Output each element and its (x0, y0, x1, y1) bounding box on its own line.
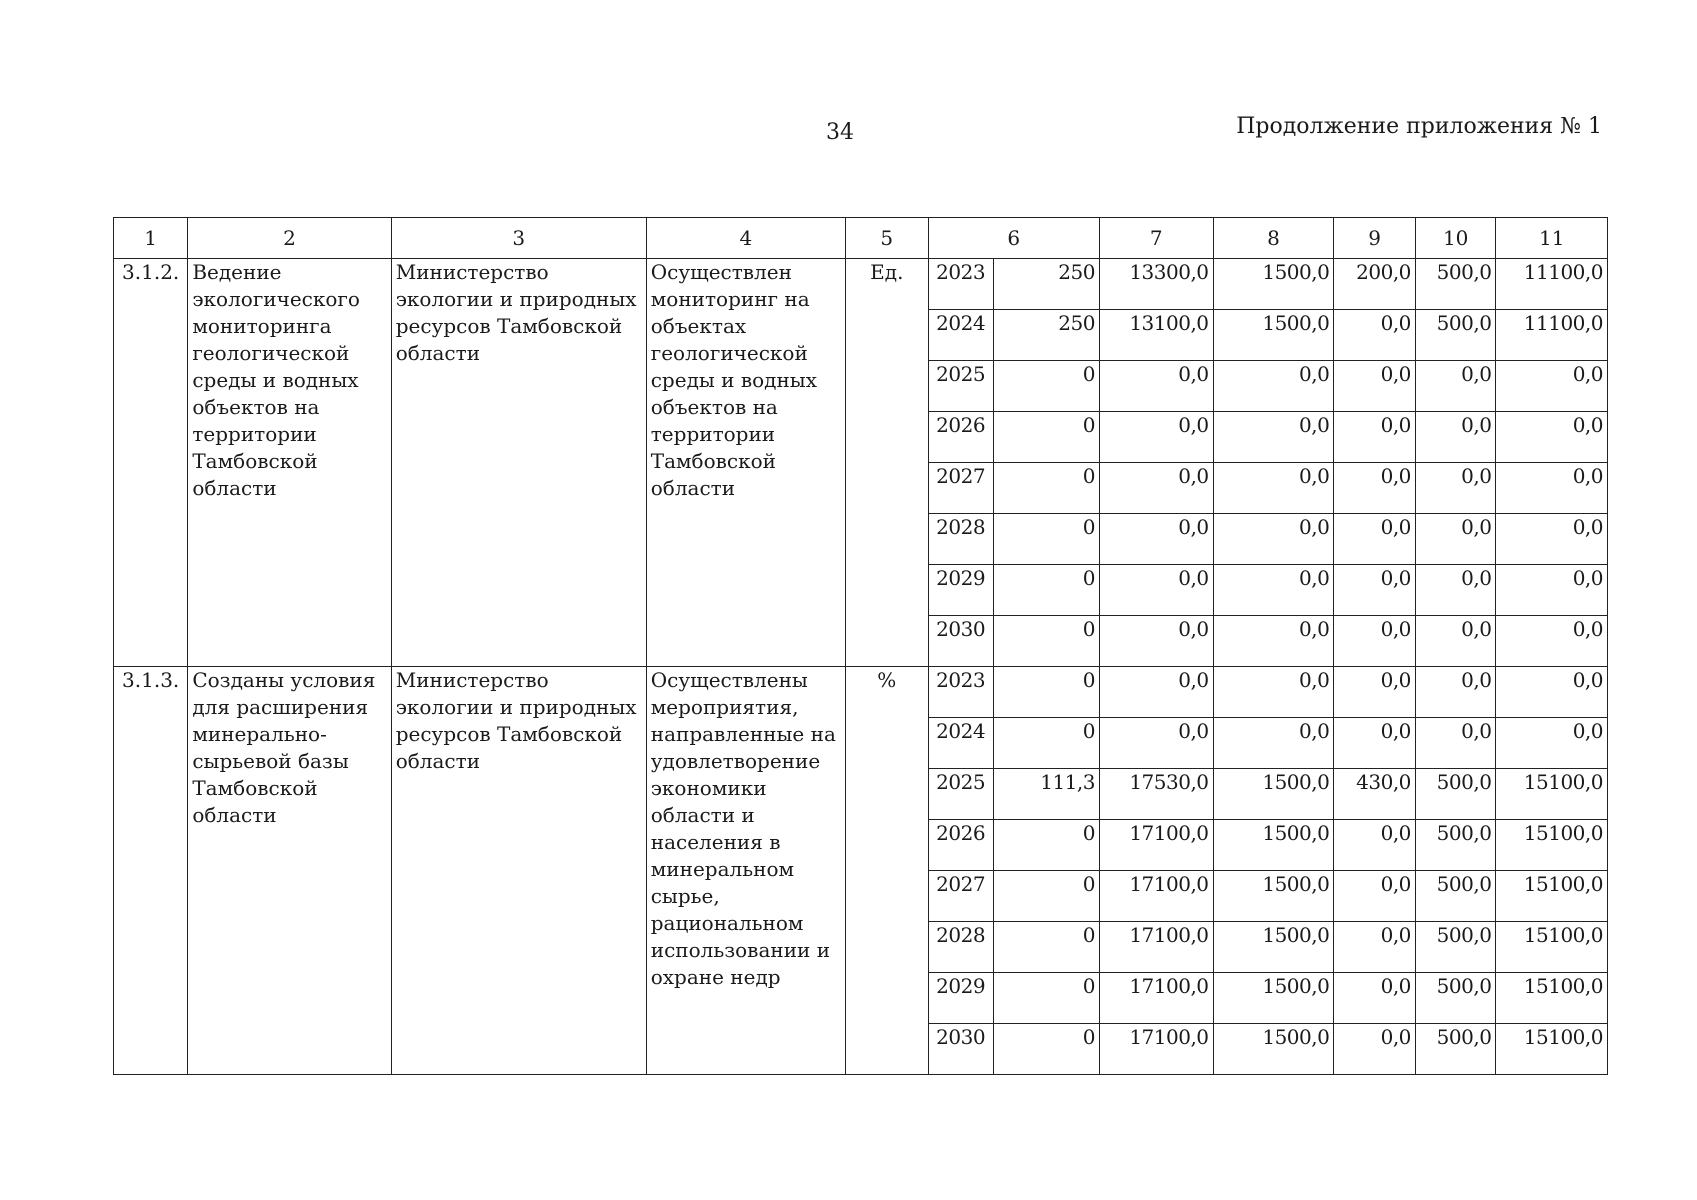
cell-col11: 0,0 (1496, 412, 1608, 463)
column-header-6: 6 (928, 218, 1099, 259)
cell-col11: 0,0 (1496, 718, 1608, 769)
cell-col9: 0,0 (1334, 871, 1416, 922)
cell-col11: 0,0 (1496, 616, 1608, 667)
cell-col6: 0 (993, 616, 1099, 667)
cell-year: 2025 (928, 361, 993, 412)
cell-col8: 0,0 (1213, 718, 1334, 769)
cell-year: 2030 (928, 1024, 993, 1075)
cell-col10: 0,0 (1415, 412, 1496, 463)
cell-col7: 13100,0 (1099, 310, 1213, 361)
cell-col10: 500,0 (1415, 259, 1496, 310)
cell-col7: 17530,0 (1099, 769, 1213, 820)
cell-year: 2025 (928, 769, 993, 820)
cell-year: 2024 (928, 310, 993, 361)
column-header-2: 2 (188, 218, 391, 259)
cell-col6: 0 (993, 871, 1099, 922)
cell-col6: 250 (993, 259, 1099, 310)
cell-col7: 17100,0 (1099, 973, 1213, 1024)
column-header-8: 8 (1213, 218, 1334, 259)
cell-col9: 0,0 (1334, 616, 1416, 667)
annex-continuation-label: Продолжение приложения № 1 (1236, 114, 1602, 139)
cell-col6: 250 (993, 310, 1099, 361)
cell-col10: 0,0 (1415, 718, 1496, 769)
cell-col10: 0,0 (1415, 463, 1496, 514)
item-responsible: Министерство экологии и природных ресурсов Тамбовской области (391, 259, 646, 667)
cell-col6: 0 (993, 463, 1099, 514)
cell-col11: 15100,0 (1496, 1024, 1608, 1075)
column-header-11: 11 (1496, 218, 1608, 259)
cell-col10: 500,0 (1415, 1024, 1496, 1075)
item-unit: % (846, 667, 929, 1075)
cell-col10: 500,0 (1415, 871, 1496, 922)
cell-col7: 17100,0 (1099, 871, 1213, 922)
cell-col11: 15100,0 (1496, 973, 1608, 1024)
cell-col8: 1500,0 (1213, 1024, 1334, 1075)
cell-col9: 0,0 (1334, 667, 1416, 718)
cell-col9: 0,0 (1334, 565, 1416, 616)
item-unit: Ед. (846, 259, 929, 667)
cell-col11: 11100,0 (1496, 310, 1608, 361)
cell-year: 2023 (928, 259, 993, 310)
cell-col11: 0,0 (1496, 565, 1608, 616)
cell-col7: 0,0 (1099, 361, 1213, 412)
cell-col9: 0,0 (1334, 514, 1416, 565)
cell-col10: 500,0 (1415, 922, 1496, 973)
cell-col8: 0,0 (1213, 616, 1334, 667)
cell-col10: 500,0 (1415, 820, 1496, 871)
cell-col10: 500,0 (1415, 973, 1496, 1024)
cell-col6: 0 (993, 1024, 1099, 1075)
cell-col9: 0,0 (1334, 1024, 1416, 1075)
cell-col10: 0,0 (1415, 667, 1496, 718)
column-header-1: 1 (114, 218, 188, 259)
cell-col10: 500,0 (1415, 769, 1496, 820)
cell-col9: 0,0 (1334, 973, 1416, 1024)
cell-col10: 0,0 (1415, 361, 1496, 412)
cell-col6: 0 (993, 973, 1099, 1024)
cell-col9: 0,0 (1334, 412, 1416, 463)
cell-col7: 0,0 (1099, 412, 1213, 463)
column-header-4: 4 (646, 218, 845, 259)
cell-col8: 1500,0 (1213, 973, 1334, 1024)
cell-col7: 0,0 (1099, 718, 1213, 769)
cell-col8: 1500,0 (1213, 922, 1334, 973)
cell-col11: 15100,0 (1496, 769, 1608, 820)
cell-col9: 0,0 (1334, 361, 1416, 412)
cell-col11: 15100,0 (1496, 820, 1608, 871)
column-header-3: 3 (391, 218, 646, 259)
column-header-5: 5 (846, 218, 929, 259)
cell-year: 2030 (928, 616, 993, 667)
cell-col9: 0,0 (1334, 310, 1416, 361)
cell-col6: 0 (993, 565, 1099, 616)
cell-col7: 17100,0 (1099, 1024, 1213, 1075)
cell-col11: 11100,0 (1496, 259, 1608, 310)
cell-col8: 0,0 (1213, 514, 1334, 565)
cell-year: 2024 (928, 718, 993, 769)
cell-col11: 0,0 (1496, 514, 1608, 565)
cell-col9: 430,0 (1334, 769, 1416, 820)
cell-col8: 1500,0 (1213, 769, 1334, 820)
cell-col8: 1500,0 (1213, 259, 1334, 310)
cell-year: 2028 (928, 514, 993, 565)
item-index: 3.1.2. (114, 259, 188, 667)
cell-year: 2027 (928, 463, 993, 514)
cell-col8: 0,0 (1213, 565, 1334, 616)
cell-col11: 0,0 (1496, 463, 1608, 514)
cell-col9: 200,0 (1334, 259, 1416, 310)
cell-col10: 0,0 (1415, 565, 1496, 616)
cell-col7: 0,0 (1099, 616, 1213, 667)
cell-col8: 0,0 (1213, 463, 1334, 514)
cell-col10: 0,0 (1415, 616, 1496, 667)
cell-col11: 15100,0 (1496, 922, 1608, 973)
cell-col6: 0 (993, 718, 1099, 769)
cell-col7: 0,0 (1099, 463, 1213, 514)
header-row (114, 218, 1608, 259)
cell-col8: 1500,0 (1213, 310, 1334, 361)
cell-col7: 0,0 (1099, 565, 1213, 616)
table-row (114, 259, 1608, 310)
item-index: 3.1.3. (114, 667, 188, 1075)
item-result: Осуществлены мероприятия, направленные на удовлетворение экономики области и населения в минеральном сырье, рациональном использовании и охране недр (646, 667, 845, 1075)
cell-col8: 0,0 (1213, 667, 1334, 718)
table-row (114, 667, 1608, 718)
column-header-9: 9 (1334, 218, 1416, 259)
item-name: Ведение экологического мониторинга геологической среды и водных объектов на территории Тамбовской области (188, 259, 391, 667)
cell-year: 2027 (928, 871, 993, 922)
page-number: 34 (826, 120, 854, 145)
cell-col9: 0,0 (1334, 922, 1416, 973)
item-name: Созданы условия для расширения минерально-сырьевой базы Тамбовской области (188, 667, 391, 1075)
cell-col6: 0 (993, 922, 1099, 973)
cell-year: 2028 (928, 922, 993, 973)
cell-col8: 0,0 (1213, 412, 1334, 463)
cell-col7: 13300,0 (1099, 259, 1213, 310)
cell-col11: 0,0 (1496, 667, 1608, 718)
item-responsible: Министерство экологии и природных ресурсов Тамбовской области (391, 667, 646, 1075)
cell-col8: 1500,0 (1213, 820, 1334, 871)
cell-col7: 17100,0 (1099, 820, 1213, 871)
cell-col8: 1500,0 (1213, 871, 1334, 922)
item-result: Осуществлен мониторинг на объектах геологической среды и водных объектов на территории Тамбовской области (646, 259, 845, 667)
cell-col9: 0,0 (1334, 820, 1416, 871)
cell-col6: 0 (993, 820, 1099, 871)
cell-col6: 0 (993, 412, 1099, 463)
cell-year: 2026 (928, 412, 993, 463)
cell-col11: 15100,0 (1496, 871, 1608, 922)
column-header-10: 10 (1415, 218, 1496, 259)
cell-col10: 500,0 (1415, 310, 1496, 361)
cell-col6: 0 (993, 667, 1099, 718)
cell-col6: 0 (993, 361, 1099, 412)
cell-year: 2026 (928, 820, 993, 871)
cell-col7: 0,0 (1099, 667, 1213, 718)
cell-col6: 0 (993, 514, 1099, 565)
cell-col8: 0,0 (1213, 361, 1334, 412)
cell-col10: 0,0 (1415, 514, 1496, 565)
cell-col7: 17100,0 (1099, 922, 1213, 973)
cell-col11: 0,0 (1496, 361, 1608, 412)
cell-col6: 111,3 (993, 769, 1099, 820)
cell-year: 2023 (928, 667, 993, 718)
cell-col9: 0,0 (1334, 463, 1416, 514)
cell-col7: 0,0 (1099, 514, 1213, 565)
annex-table (113, 217, 1608, 1075)
cell-year: 2029 (928, 565, 993, 616)
cell-year: 2029 (928, 973, 993, 1024)
column-header-7: 7 (1099, 218, 1213, 259)
cell-col9: 0,0 (1334, 718, 1416, 769)
